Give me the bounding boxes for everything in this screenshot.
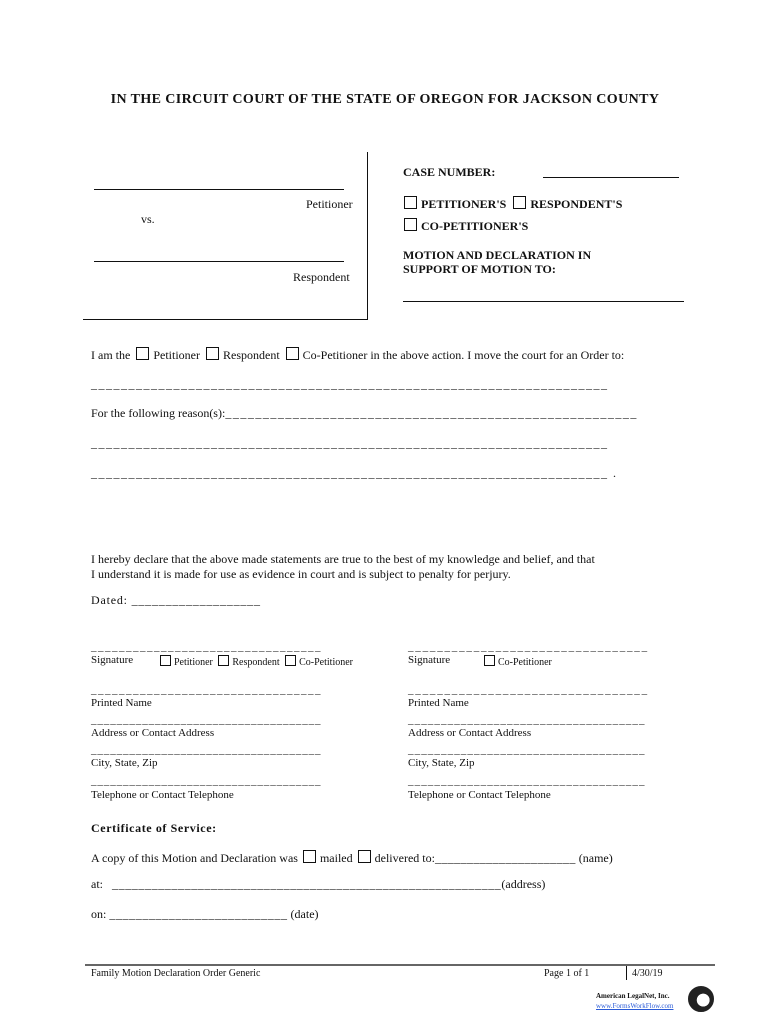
date-label: (date) xyxy=(290,907,319,921)
footer-divider xyxy=(626,966,627,980)
copy-text: A copy of this Motion and Declaration was xyxy=(91,851,298,865)
name-label: (name) xyxy=(578,851,613,865)
service-address-row xyxy=(91,877,545,892)
signature-label-right: Signature xyxy=(408,654,451,666)
checkbox-mailed[interactable] xyxy=(303,850,316,863)
role-copetitioner-label: Co-Petitioner xyxy=(302,348,368,362)
served-address-blank[interactable]: ___________________________________________________________ xyxy=(112,877,502,891)
respondents-label: RESPONDENT'S xyxy=(530,197,623,211)
mailed-label: mailed xyxy=(319,851,353,865)
declaration-line-1: I hereby declare that the above made statements are true to the best of my knowledge and belief, and that xyxy=(91,552,595,566)
address-label-left: Address or Contact Address xyxy=(91,727,215,739)
motion-title-1: MOTION AND DECLARATION IN xyxy=(403,248,592,262)
printed-name-line-right[interactable]: _________________________________ xyxy=(408,684,649,696)
city-label-left: City, State, Zip xyxy=(91,757,158,769)
printed-name-label-right: Printed Name xyxy=(408,697,469,709)
signature-label-left: Signature xyxy=(91,654,134,666)
dated-field[interactable]: Dated: ___________________ xyxy=(91,593,261,607)
signature-line-left[interactable]: _________________________________ xyxy=(91,641,322,653)
checkbox-respondents[interactable] xyxy=(513,196,526,209)
case-number-field[interactable] xyxy=(543,177,679,178)
checkbox-role-petitioner[interactable] xyxy=(136,347,149,360)
role-petitioner-label: Petitioner xyxy=(153,348,200,362)
footer-page: Page 1 of 1 xyxy=(544,968,590,979)
vs-label: vs. xyxy=(141,212,155,226)
role-statement xyxy=(91,347,624,363)
address-line-right[interactable]: ____________________________________ xyxy=(408,714,646,726)
publisher-logo-icon xyxy=(688,986,714,1012)
sig-right-copetitioner-label: Co-Petitioner xyxy=(498,657,552,668)
footer-form-name: Family Motion Declaration Order Generic xyxy=(91,968,261,979)
respondent-name-line[interactable] xyxy=(94,261,344,262)
printed-name-line-left[interactable]: _________________________________ xyxy=(91,684,322,696)
checkbox-sig-respondent[interactable] xyxy=(218,655,229,666)
reasons-label: For the following reason(s): xyxy=(91,406,226,420)
role-respondent-label: Respondent xyxy=(223,348,280,362)
petitioner-name-line[interactable] xyxy=(94,189,344,190)
service-date-row xyxy=(91,907,319,922)
checkbox-petitioners[interactable] xyxy=(404,196,417,209)
petitioners-label: PETITIONER'S xyxy=(421,197,507,211)
served-name-blank[interactable]: ______________________ xyxy=(434,851,576,865)
telephone-label-left: Telephone or Contact Telephone xyxy=(91,789,234,801)
telephone-label-right: Telephone or Contact Telephone xyxy=(408,789,551,801)
printed-name-label-left: Printed Name xyxy=(91,697,152,709)
checkbox-copetitioners[interactable] xyxy=(404,218,417,231)
service-method-row xyxy=(91,850,613,866)
telephone-line-left[interactable]: ____________________________________ xyxy=(91,775,322,787)
caption-divider xyxy=(367,152,368,320)
motion-to-field[interactable] xyxy=(403,301,684,302)
at-label: at: xyxy=(91,877,103,891)
certificate-heading: Certificate of Service: xyxy=(91,821,217,835)
publisher-website-link[interactable]: www.FormsWorkFlow.com xyxy=(596,1002,674,1010)
checkbox-sig-copetitioner[interactable] xyxy=(285,655,296,666)
footer-rule xyxy=(85,964,715,966)
checkbox-delivered[interactable] xyxy=(358,850,371,863)
i-am-the-text: I am the xyxy=(91,348,131,362)
order-blank-line[interactable]: _____________________________________________________________________ xyxy=(91,377,609,391)
checkbox-role-respondent[interactable] xyxy=(206,347,219,360)
telephone-line-right[interactable]: ____________________________________ xyxy=(408,775,646,787)
copetitioners-label: CO-PETITIONER'S xyxy=(421,219,529,233)
signature-roles-left xyxy=(160,655,353,668)
petitioner-label: Petitioner xyxy=(306,197,353,211)
checkbox-sig-right-copetitioner[interactable] xyxy=(484,655,495,666)
reasons-row xyxy=(91,406,638,421)
delivered-label: delivered to: xyxy=(374,851,435,865)
footer-date: 4/30/19 xyxy=(632,968,663,979)
checkbox-sig-petitioner[interactable] xyxy=(160,655,171,666)
publisher-name: American LegalNet, Inc. xyxy=(596,992,670,1000)
city-line-left[interactable]: ____________________________________ xyxy=(91,744,322,756)
reasons-blank-line-2[interactable]: _____________________________________________________________________ xyxy=(91,436,609,450)
on-label: on: xyxy=(91,907,107,921)
address-label-right: Address or Contact Address xyxy=(408,727,532,739)
address-label: (address) xyxy=(501,877,546,891)
sig-petitioner-label: Petitioner xyxy=(174,657,213,668)
motion-title-2: SUPPORT OF MOTION TO: xyxy=(403,262,556,276)
reasons-blank[interactable]: _______________________________________________________ xyxy=(225,406,638,420)
in-action-text: in the above action. I move the court for an Order to: xyxy=(370,348,625,362)
case-number-label: CASE NUMBER: xyxy=(403,165,496,179)
reasons-blank-line-3[interactable]: _____________________________________________________________________ . xyxy=(91,466,618,480)
city-label-right: City, State, Zip xyxy=(408,757,475,769)
sig-respondent-label: Respondent xyxy=(232,657,280,668)
court-title: IN THE CIRCUIT COURT OF THE STATE OF OREGON FOR JACKSON COUNTY xyxy=(110,92,660,107)
respondent-label: Respondent xyxy=(293,270,350,284)
checkbox-role-copetitioner[interactable] xyxy=(286,347,299,360)
signature-roles-right xyxy=(484,655,552,668)
sig-copetitioner-label: Co-Petitioner xyxy=(299,657,353,668)
address-line-left[interactable]: ____________________________________ xyxy=(91,714,322,726)
party-option-row xyxy=(404,196,622,212)
city-line-right[interactable]: ____________________________________ xyxy=(408,744,646,756)
served-date-blank[interactable]: ___________________________ xyxy=(109,907,288,921)
caption-bottom-rule xyxy=(83,319,368,320)
declaration-line-2: I understand it is made for use as evidence in court and is subject to penalty for perjury. xyxy=(91,567,511,581)
signature-line-right[interactable]: _________________________________ xyxy=(408,641,649,653)
